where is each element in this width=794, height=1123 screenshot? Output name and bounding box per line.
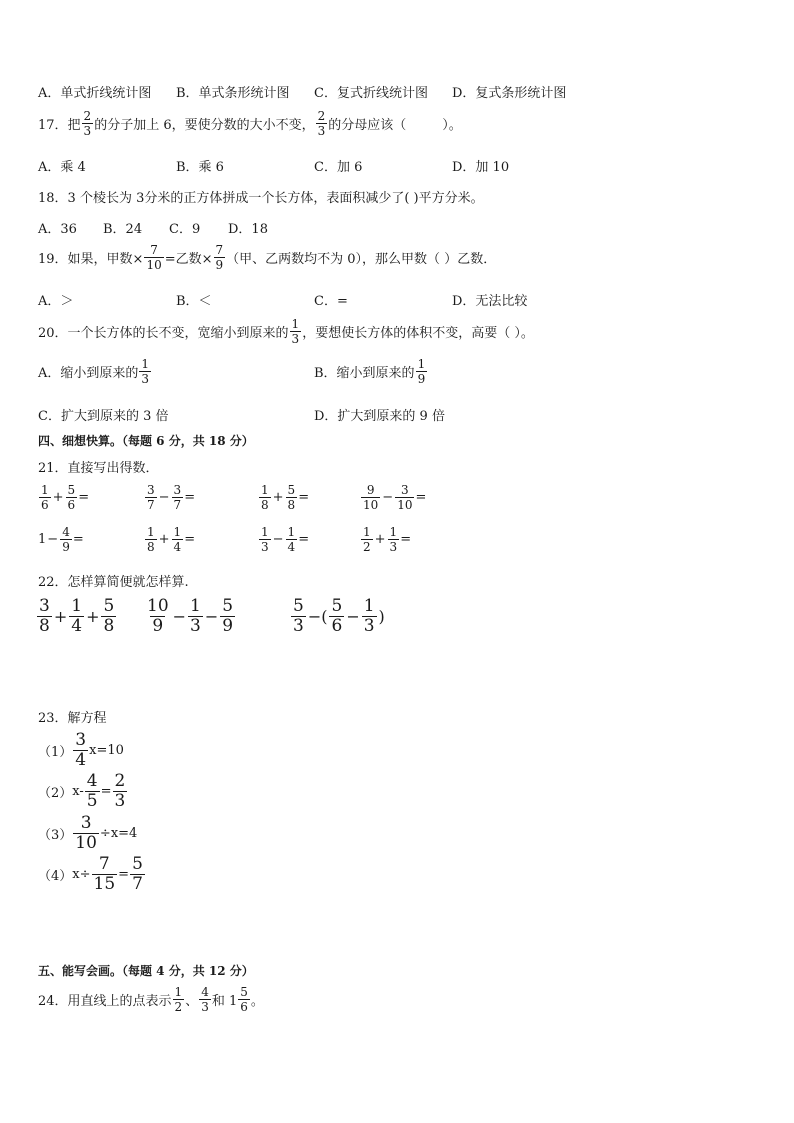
q21-fraction-b: $\frac{5}{8}$: [287, 483, 296, 512]
q22-e3-f3: $\frac{1}{3}$: [363, 596, 375, 636]
q20-prefix: 20．一个长方体的长不变，宽缩小到原来的: [38, 326, 289, 341]
q21-title: 21．直接写出得数．: [38, 461, 159, 476]
q19-fraction-1: $\frac{7}{10}$: [146, 243, 162, 272]
q22-e3-f2: $\frac{5}{6}$: [331, 596, 343, 636]
q20-question: [38, 318, 534, 345]
q19-option-b[interactable]: B．＜: [176, 294, 212, 309]
q21-fraction-b: $\frac{1}{4}$: [173, 525, 182, 554]
q20-option-c[interactable]: C．扩大到原来的 3 倍: [38, 409, 169, 424]
q23-title: 23．解方程: [38, 711, 107, 726]
q21-fraction-a: $\frac{1}{8}$: [261, 483, 269, 512]
q22-e2-f2: $\frac{1}{3}$: [190, 596, 201, 636]
q21-fraction-b: $\frac{4}{9}$: [62, 525, 70, 554]
q22-e1-f3: $\frac{5}{8}$: [103, 596, 115, 636]
q21-fraction-b: $\frac{5}{6}$: [67, 483, 76, 512]
q17-fraction-a: $\frac{2}{3}$: [83, 109, 92, 138]
q21-item: $\frac{1}{6}$ + $\frac{5}{6}$ =: [41, 483, 90, 512]
q22-e1-f1: $\frac{3}{8}$: [39, 596, 50, 636]
q17-question: [38, 110, 462, 137]
q23-e4-fraction-2: $\frac{5}{7}$: [132, 854, 143, 894]
q21-item: $\frac{1}{2}$ + $\frac{1}{3}$ =: [363, 525, 412, 554]
q19-question: [38, 244, 496, 271]
q17-post: 的分母应该（: [328, 118, 407, 133]
q23-e2-fraction-2: $\frac{2}{3}$: [114, 771, 126, 811]
q23-equation-3: （3） $\frac{3}{10}$ ÷x=4: [38, 813, 138, 853]
q19-option-a[interactable]: A．＞: [38, 294, 74, 309]
q20-fraction: $\frac{1}{3}$: [291, 317, 300, 346]
q20-option-a-fraction: $\frac{1}{3}$: [141, 357, 150, 386]
q21-item: 1 − $\frac{4}{9}$ =: [38, 525, 84, 554]
q19-prefix: 19．如果，甲数×: [38, 252, 144, 267]
q17-option-d[interactable]: D．加 10: [452, 160, 510, 175]
q19-fraction-2: $\frac{7}{9}$: [215, 243, 224, 272]
q17-option-c[interactable]: C．加 6: [314, 160, 363, 175]
q22-expression-2: $\frac{10}{9}$ − $\frac{1}{3}$ − $\frac{5}{9}$: [147, 596, 234, 636]
q21-item: $\frac{9}{10}$ − $\frac{3}{10}$ =: [363, 483, 427, 512]
q22-e1-f2: $\frac{1}{4}$: [71, 596, 83, 636]
q23-equation-4: （4） x÷ $\frac{7}{15}$ = $\frac{5}{7}$: [38, 854, 143, 894]
q21-fraction-b: $\frac{1}{4}$: [287, 525, 296, 554]
q21-fraction-a: $\frac{1}{8}$: [147, 525, 155, 554]
q21-fraction-a: $\frac{3}{7}$: [147, 483, 155, 512]
q16-option-b[interactable]: B．单式条形统计图: [176, 86, 290, 101]
q21-fraction-a: $\frac{1}{3}$: [261, 525, 269, 554]
q17-end: ）。: [442, 118, 462, 133]
q18-option-a[interactable]: A．36: [38, 222, 77, 237]
q17-option-a[interactable]: A．乘 4: [38, 160, 86, 175]
q21-item: $\frac{1}{8}$ + $\frac{1}{4}$ =: [147, 525, 196, 554]
q21-item: $\frac{1}{8}$ + $\frac{5}{8}$ =: [261, 483, 310, 512]
q23-equation-1: （1） $\frac{3}{4}$ x=10: [38, 730, 124, 770]
q21-fraction-b: $\frac{3}{10}$: [397, 483, 413, 512]
q20-option-a[interactable]: [38, 358, 152, 385]
q21-fraction-a: $\frac{9}{10}$: [363, 483, 379, 512]
q17-prefix: 17．把: [38, 118, 81, 133]
q18-question: 18．3 个棱长为 3分米的正方体拼成一个长方体，表面积减少了( )平方分米。: [38, 191, 484, 206]
q21-item: $\frac{1}{3}$ − $\frac{1}{4}$ =: [261, 525, 310, 554]
q16-option-d[interactable]: D．复式条形统计图: [452, 86, 567, 101]
q16-option-c[interactable]: C．复式折线统计图: [314, 86, 428, 101]
q18-option-b[interactable]: B．24: [103, 222, 143, 237]
q20-post: ，要想使长方体的体积不变，高要（ ）。: [302, 326, 534, 341]
q20-option-b-label: B．缩小到原来的: [314, 366, 415, 381]
q22-expression-1: $\frac{3}{8}$ + $\frac{1}{4}$ + $\frac{5}{8}$: [39, 596, 115, 636]
q21-item: $\frac{3}{7}$ − $\frac{3}{7}$ =: [147, 483, 196, 512]
q24-fraction-3: $\frac{5}{6}$: [240, 985, 248, 1014]
q19-middle: =乙数×: [164, 252, 213, 267]
q21-fraction-b: $\frac{1}{3}$: [389, 525, 398, 554]
q22-e2-f1: $\frac{10}{9}$: [147, 596, 169, 636]
q23-equation-2: （2） x- $\frac{4}{5}$ = $\frac{2}{3}$: [38, 771, 126, 811]
q17-fraction-b: $\frac{2}{3}$: [317, 109, 326, 138]
q18-option-d[interactable]: D．18: [228, 222, 268, 237]
q23-e3-fraction: $\frac{3}{10}$: [75, 813, 97, 853]
q19-option-d[interactable]: D．无法比较: [452, 294, 528, 309]
q18-option-c[interactable]: C．9: [169, 222, 201, 237]
q21-fraction-a: $\frac{1}{2}$: [363, 525, 371, 554]
q24-fraction-1: $\frac{1}{2}$: [174, 985, 183, 1014]
q20-option-a-label: A．缩小到原来的: [38, 366, 139, 381]
q20-option-b-fraction: $\frac{1}{9}$: [417, 357, 426, 386]
q16-option-a[interactable]: A．单式折线统计图: [38, 86, 152, 101]
q23-e2-fraction-1: $\frac{4}{5}$: [86, 771, 98, 811]
q20-option-d[interactable]: D．扩大到原来的 9 倍: [314, 409, 445, 424]
q19-option-c[interactable]: C．=: [314, 294, 348, 309]
q23-e1-fraction: $\frac{3}{4}$: [75, 730, 87, 770]
q21-fraction-a: $\frac{1}{6}$: [41, 483, 49, 512]
q22-title: 22．怎样算简便就怎样算.: [38, 575, 189, 590]
q22-e2-f3: $\frac{5}{9}$: [222, 596, 234, 636]
q22-e3-f1: $\frac{5}{3}$: [293, 596, 304, 636]
q21-fraction-b: $\frac{3}{7}$: [173, 483, 182, 512]
q24-fraction-2: $\frac{4}{3}$: [201, 985, 209, 1014]
q17-option-b[interactable]: B．乘 6: [176, 160, 224, 175]
q23-e4-fraction-1: $\frac{7}{15}$: [93, 854, 116, 894]
section-4-title: 四、细想快算。（每题 6 分，共 18 分）: [38, 434, 254, 448]
q24-question: 24．用直线上的点表示 $\frac{1}{2}$ 、 $\frac{4}{3}$ 和 1 $\frac{5}{6}$ 。: [38, 985, 264, 1014]
q19-post: （甲、乙两数均不为 0），那么甲数（ ）乙数．: [226, 252, 497, 267]
q22-expression-3: $\frac{5}{3}$ −( $\frac{5}{6}$ − $\frac{1}{3}$ ): [293, 596, 385, 636]
q20-option-b[interactable]: [314, 358, 428, 385]
q17-middle: 的分子加上 6，要使分数的大小不变，: [94, 118, 315, 133]
section-5-title: 五、能写会画。（每题 4 分，共 12 分）: [38, 964, 254, 978]
